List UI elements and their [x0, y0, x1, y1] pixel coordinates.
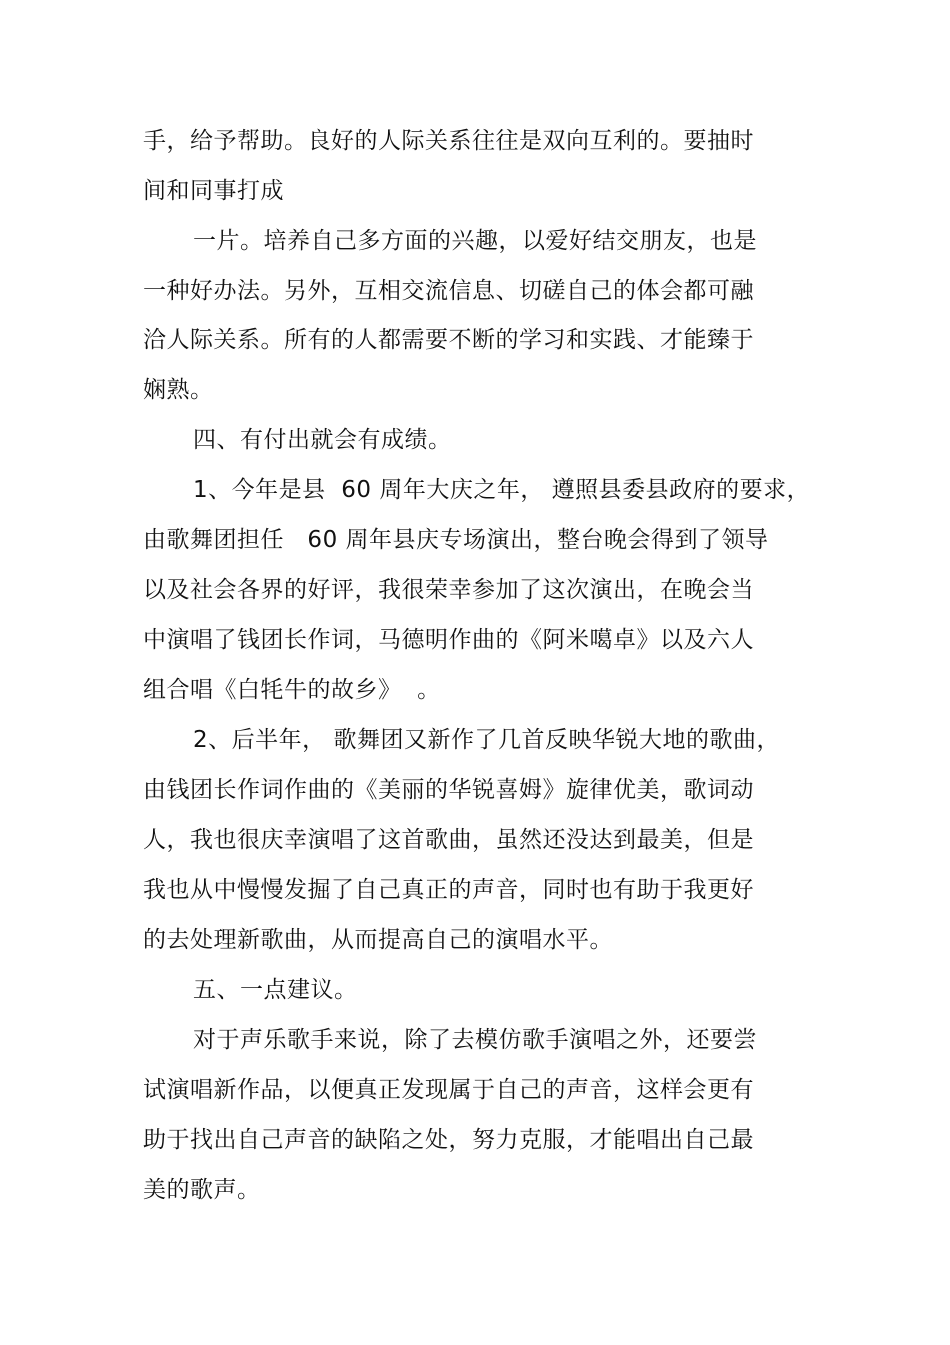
text-line: 洽人际关系。所有的人都需要不断的学习和实践、才能臻于: [143, 327, 754, 353]
text-line: 组合唱《白牦牛的故乡》 。: [143, 677, 441, 703]
text-line: 试演唱新作品，以便真正发现属于自己的声音，这样会更有: [143, 1077, 754, 1103]
paragraph-start: 2、后半年， 歌舞团又新作了几首反映华锐大地的歌曲，: [193, 727, 780, 753]
text-line: 人，我也很庆幸演唱了这首歌曲，虽然还没达到最美，但是: [143, 827, 754, 853]
text-line: 的去处理新歌曲，从而提高自己的演唱水平。: [143, 927, 613, 953]
text-line: 由歌舞团担任 60 周年县庆专场演出，整台晚会得到了领导: [143, 527, 769, 553]
text-line: 我也从中慢慢发掘了自己真正的声音，同时也有助于我更好: [143, 877, 754, 903]
text-line: 由钱团长作词作曲的《美丽的华锐喜姆》旋律优美，歌词动: [143, 777, 754, 803]
paragraph-start: 1、今年是县 60 周年大庆之年， 遵照县委县政府的要求，: [193, 477, 811, 503]
paragraph-start: 一片。培养自己多方面的兴趣，以爱好结交朋友，也是: [193, 228, 757, 254]
text-line: 娴熟。: [143, 377, 214, 403]
text-line: 助于找出自己声音的缺陷之处，努力克服，才能唱出自己最: [143, 1127, 754, 1153]
text-line: 美的歌声。: [143, 1177, 261, 1203]
text-line: 间和同事打成: [143, 178, 284, 204]
text-line: 手，给予帮助。良好的人际关系往往是双向互利的。要抽时: [143, 128, 754, 154]
section-heading: 五、一点建议。: [193, 977, 358, 1003]
text-line: 一种好办法。另外，互相交流信息、切磋自己的体会都可融: [143, 278, 754, 304]
text-line: 以及社会各界的好评，我很荣幸参加了这次演出，在晚会当: [143, 577, 754, 603]
text-line: 中演唱了钱团长作词，马德明作曲的《阿米噶卓》以及六人: [143, 627, 754, 653]
section-heading: 四、有付出就会有成绩。: [193, 427, 452, 453]
paragraph-start: 对于声乐歌手来说，除了去模仿歌手演唱之外，还要尝: [193, 1027, 757, 1053]
